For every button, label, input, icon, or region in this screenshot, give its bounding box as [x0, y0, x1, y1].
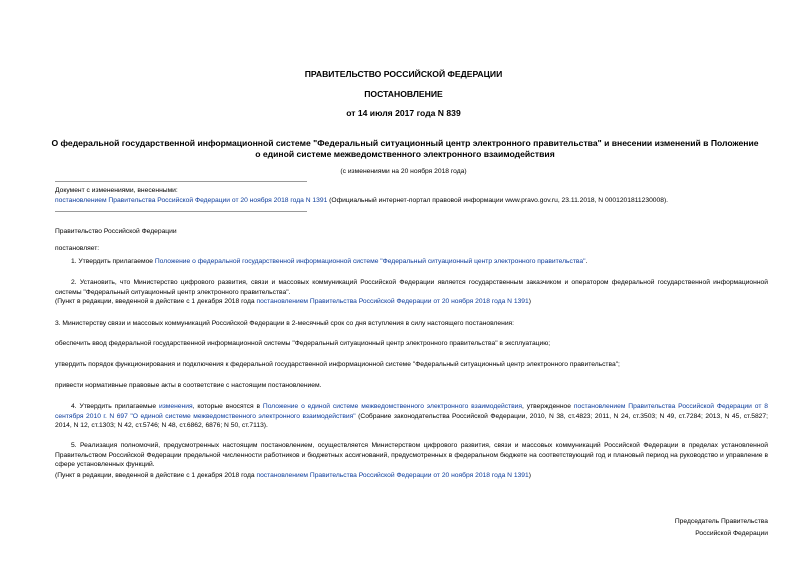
- paragraph-3-item-2: утвердить порядок функционирования и подключения к федеральной государственной информационной системе "Федеральный ситуационный центр электронного правительства";: [55, 361, 620, 368]
- p5-text: 5. Реализация полномочий, предусмотренных настоящим постановлением, осуществляется Министерством цифрового развития, связи и массовых коммуникаций Российской Федерации в пределах установленной Правительством Российской Федерации предельной численности работников и бюджетных ассигнований, предусмотренных в федеральном бюджете на соответствующий год и плановый период на руководство и управление в сфере установленных функций.: [55, 442, 768, 469]
- title-line-2: о единой системе межведомственного электронного взаимодействия: [255, 149, 555, 159]
- divider-top: [55, 181, 307, 182]
- paragraph-5: [55, 441, 768, 470]
- p1-text: 1. Утвердить прилагаемое: [71, 258, 155, 265]
- decrees-word: постановляет:: [55, 245, 100, 252]
- government-name: Правительство Российской Федерации: [55, 228, 177, 235]
- paragraph-2-note: [55, 297, 531, 307]
- paragraph-3-item-3: привести нормативные правовые акты в соответствие с настоящим постановлением.: [55, 382, 322, 389]
- p4-link-changes[interactable]: изменения: [159, 403, 193, 410]
- p5-note-text: (Пункт в редакции, введенной в действие с 1 декабря 2018 года: [55, 472, 257, 479]
- p4-citation: (Собрание законодательства Российской Федерации, 2010, N 38, ст.4823; 2011, N 24, ст.3503; N 49, ст.7284; 2013, N 45, ст.5827; 2014, N 12, ст.1303; N 42, ст.5746; N 48, ст.6862, 6876; N 50, ст.7113).: [55, 412, 768, 430]
- paragraph-1: [71, 257, 587, 267]
- amend-note: [55, 196, 668, 206]
- p4-text-2: , которые вносятся в: [192, 403, 263, 410]
- p2-note-text: (Пункт в редакции, введенной в действие с 1 декабря 2018 года: [55, 298, 257, 305]
- paragraph-4: [55, 402, 768, 431]
- paragraph-3: 3. Министерству связи и массовых коммуникаций Российской Федерации в 2-месячный срок со дня вступления в силу настоящего постановления:: [55, 320, 515, 327]
- paragraph-3-item-1: обеспечить ввод федеральной государственной информационной системы "Федеральный ситуационный центр электронного правительства" в эксплуатацию;: [55, 340, 551, 347]
- government-heading: ПРАВИТЕЛЬСТВО РОССИЙСКОЙ ФЕДЕРАЦИИ: [304, 69, 503, 79]
- p5-note-link[interactable]: постановлением Правительства Российской Федерации от 20 ноября 2018 года N 1391: [256, 472, 529, 479]
- p4-link-decree-697[interactable]: постановлением Правительства Российской Федерации от 8 сентября 2010 г. N 697 "О единой системе межведомственного электронного взаимодействия": [55, 403, 768, 420]
- p2-text: 2. Установить, что Министерство цифрового развития, связи и массовых коммуникаций Российской Федерации является государственным заказчиком и оператором федеральной государственной информационной системы "Федеральный ситуационный центр электронного правительства".: [55, 279, 768, 296]
- p2-note-end: ): [528, 298, 531, 305]
- amend-source: (Официальный интернет-портал правовой информации www.pravo.gov.ru, 23.11.2018, N 0001201811230008).: [327, 197, 669, 204]
- document-type: ПОСТАНОВЛЕНИЕ: [364, 89, 443, 99]
- title-line-1: О федеральной государственной информационной системе "Федеральный ситуационный центр электронного правительства" и внесении изменений в Положение: [51, 138, 759, 148]
- p2-note-link[interactable]: постановлением Правительства Российской Федерации от 20 ноября 2018 года N 1391: [256, 298, 529, 305]
- p1-link[interactable]: Положение о федеральной государственной информационной системе "Федеральный ситуационный центр электронного правительства": [154, 258, 586, 265]
- paragraph-5-note: [55, 471, 531, 481]
- document-date-number: от 14 июля 2017 года N 839: [346, 108, 461, 118]
- signature-org: Российской Федерации: [695, 530, 768, 537]
- amend-intro: Документ с изменениями, внесенными:: [55, 187, 178, 194]
- divider-bottom: [55, 211, 307, 212]
- p4-text-3: , утвержденное: [522, 403, 574, 410]
- p1-end: .: [585, 258, 588, 265]
- revision-note: (с изменениями на 20 ноября 2018 года): [340, 168, 467, 175]
- p5-note-end: ): [528, 472, 531, 479]
- paragraph-2: [55, 278, 768, 297]
- amend-link[interactable]: постановлением Правительства Российской Федерации от 20 ноября 2018 года N 1391: [55, 197, 328, 204]
- p4-text: 4. Утвердить прилагаемые: [71, 403, 159, 410]
- p4-link-regulation[interactable]: Положение о единой системе межведомственного электронного взаимодействия: [262, 403, 523, 410]
- signature-title: Председатель Правительства: [674, 518, 768, 525]
- document-title: [40, 138, 770, 160]
